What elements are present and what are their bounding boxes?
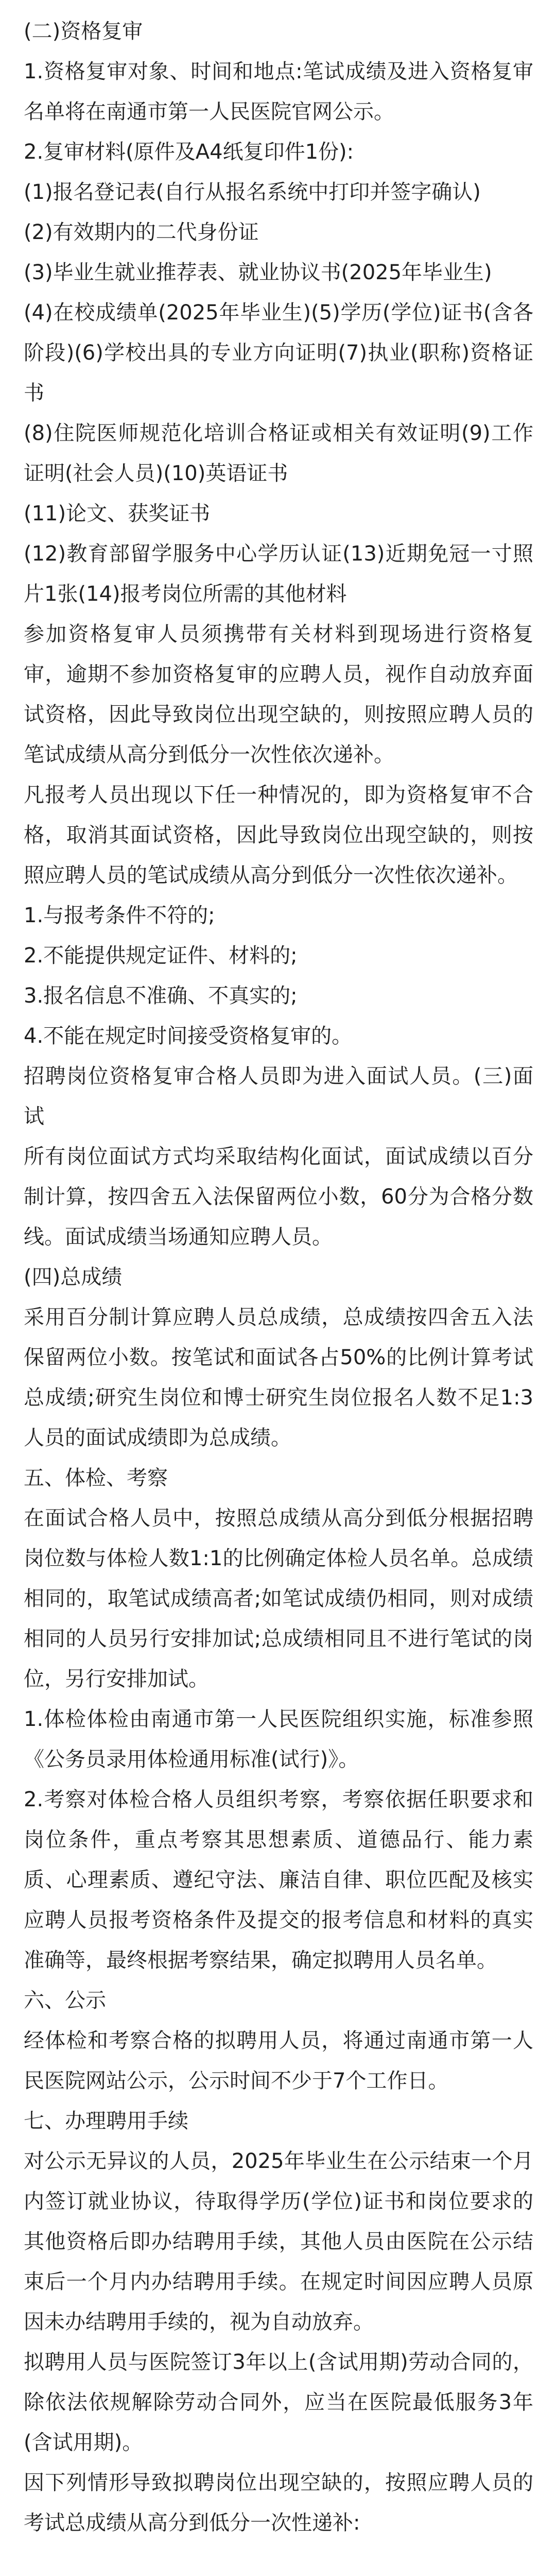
list-item: (11)论文、获奖证书 xyxy=(24,502,211,526)
paragraph: 在面试合格人员中，按照总成绩从高分到低分根据招聘岗位数与体检人数1:1的比例确定体检人员名单。总成绩相同的，取笔试成绩高者;如笔试成绩仍相同，则对成绩相同的人员另行安排加试;总成绩相同且不进行笔试的岗位，另行安排加试。 xyxy=(24,1506,533,1691)
paragraph: 1.体检体检由南通市第一人民医院组织实施，标准参照《公务员录用体检通用标准(试行)》。 xyxy=(24,1707,533,1771)
paragraph: 2.复审材料(原件及A4纸复印件1份): xyxy=(24,140,354,164)
list-item: (1)报名登记表(自行从报名系统中打印并签字确认) xyxy=(24,180,481,204)
list-item: 4.不能在规定时间接受资格复审的。 xyxy=(24,1024,353,1048)
paragraph: 拟聘用人员与医院签订3年以上(含试用期)劳动合同的，除依法依规解除劳动合同外，应当在医院最低服务3年(含试用期)。 xyxy=(24,2350,533,2454)
paragraph: 招聘岗位资格复审合格人员即为进入面试人员。(三)面试 xyxy=(24,1064,533,1128)
list-item: 3.报名信息不准确、不真实的; xyxy=(24,984,298,1008)
paragraph: 采用百分制计算应聘人员总成绩，总成绩按四舍五入法保留两位小数。按笔试和面试各占50%的比例计算考试总成绩;研究生岗位和博士研究生岗位报名人数不足1:3人员的面试成绩即为总成绩。 xyxy=(24,1306,533,1450)
section-heading: (二)资格复审 xyxy=(24,20,143,43)
section-heading: (四)总成绩 xyxy=(24,1265,123,1289)
list-item: 1.与报考条件不符的; xyxy=(24,904,215,927)
section-heading: 七、办理聘用手续 xyxy=(24,2109,188,2133)
list-item: (4)在校成绩单(2025年毕业生)(5)学历(学位)证书(含各阶段)(6)学校出具的专业方向证明(7)执业(职称)资格证书 xyxy=(24,301,533,405)
list-item: (2)有效期内的二代身份证 xyxy=(24,221,259,244)
section-heading: 六、公示 xyxy=(24,1989,106,2012)
paragraph: 凡报考人员出现以下任一种情况的，即为资格复审不合格，取消其面试资格，因此导致岗位出现空缺的，则按照应聘人员的笔试成绩从高分到低分一次性依次递补。 xyxy=(24,783,533,887)
paragraph: 所有岗位面试方式均采取结构化面试，面试成绩以百分制计算，按四舍五入法保留两位小数，60分为合格分数线。面试成绩当场通知应聘人员。 xyxy=(24,1145,533,1249)
section-heading: 五、体检、考察 xyxy=(24,1466,168,1490)
paragraph: 经体检和考察合格的拟聘用人员，将通过南通市第一人民医院网站公示，公示时间不少于7个工作日。 xyxy=(24,2029,533,2093)
list-item: (8)住院医师规范化培训合格证或相关有效证明(9)工作证明(社会人员)(10)英语证书 xyxy=(24,421,533,485)
list-item: (3)毕业生就业推荐表、就业协议书(2025年毕业生) xyxy=(24,261,492,284)
paragraph: 1.资格复审对象、时间和地点:笔试成绩及进入资格复审名单将在南通市第一人民医院官网公示。 xyxy=(24,60,533,124)
paragraph: 2.考察对体检合格人员组织考察，考察依据任职要求和岗位条件，重点考察其思想素质、道德品行、能力素质、心理素质、遵纪守法、廉洁自律、职位匹配及核实应聘人员报考资格条件及提交的报考信息和材料的真实准确等，最终根据考察结果，确定拟聘用人员名单。 xyxy=(24,1788,533,1972)
paragraph: 参加资格复审人员须携带有关材料到现场进行资格复审，逾期不参加资格复审的应聘人员，视作自动放弃面试资格，因此导致岗位出现空缺的，则按照应聘人员的笔试成绩从高分到低分一次性依次递补。 xyxy=(24,622,533,767)
list-item: (12)教育部留学服务中心学历认证(13)近期免冠一寸照片1张(14)报考岗位所需的其他材料 xyxy=(24,542,533,606)
list-item: 2.不能提供规定证件、材料的; xyxy=(24,944,298,968)
paragraph: 因下列情形导致拟聘岗位出现空缺的，按照应聘人员的考试总成绩从高分到低分一次性递补: xyxy=(24,2471,533,2535)
paragraph: 对公示无异议的人员，2025年毕业生在公示结束一个月内签订就业协议，待取得学历(学位)证书和岗位要求的其他资格后即办结聘用手续，其他人员由医院在公示结束后一个月内办结聘用手续。在规定时间因应聘人员原因未办结聘用手续的，视为自动放弃。 xyxy=(24,2149,533,2334)
